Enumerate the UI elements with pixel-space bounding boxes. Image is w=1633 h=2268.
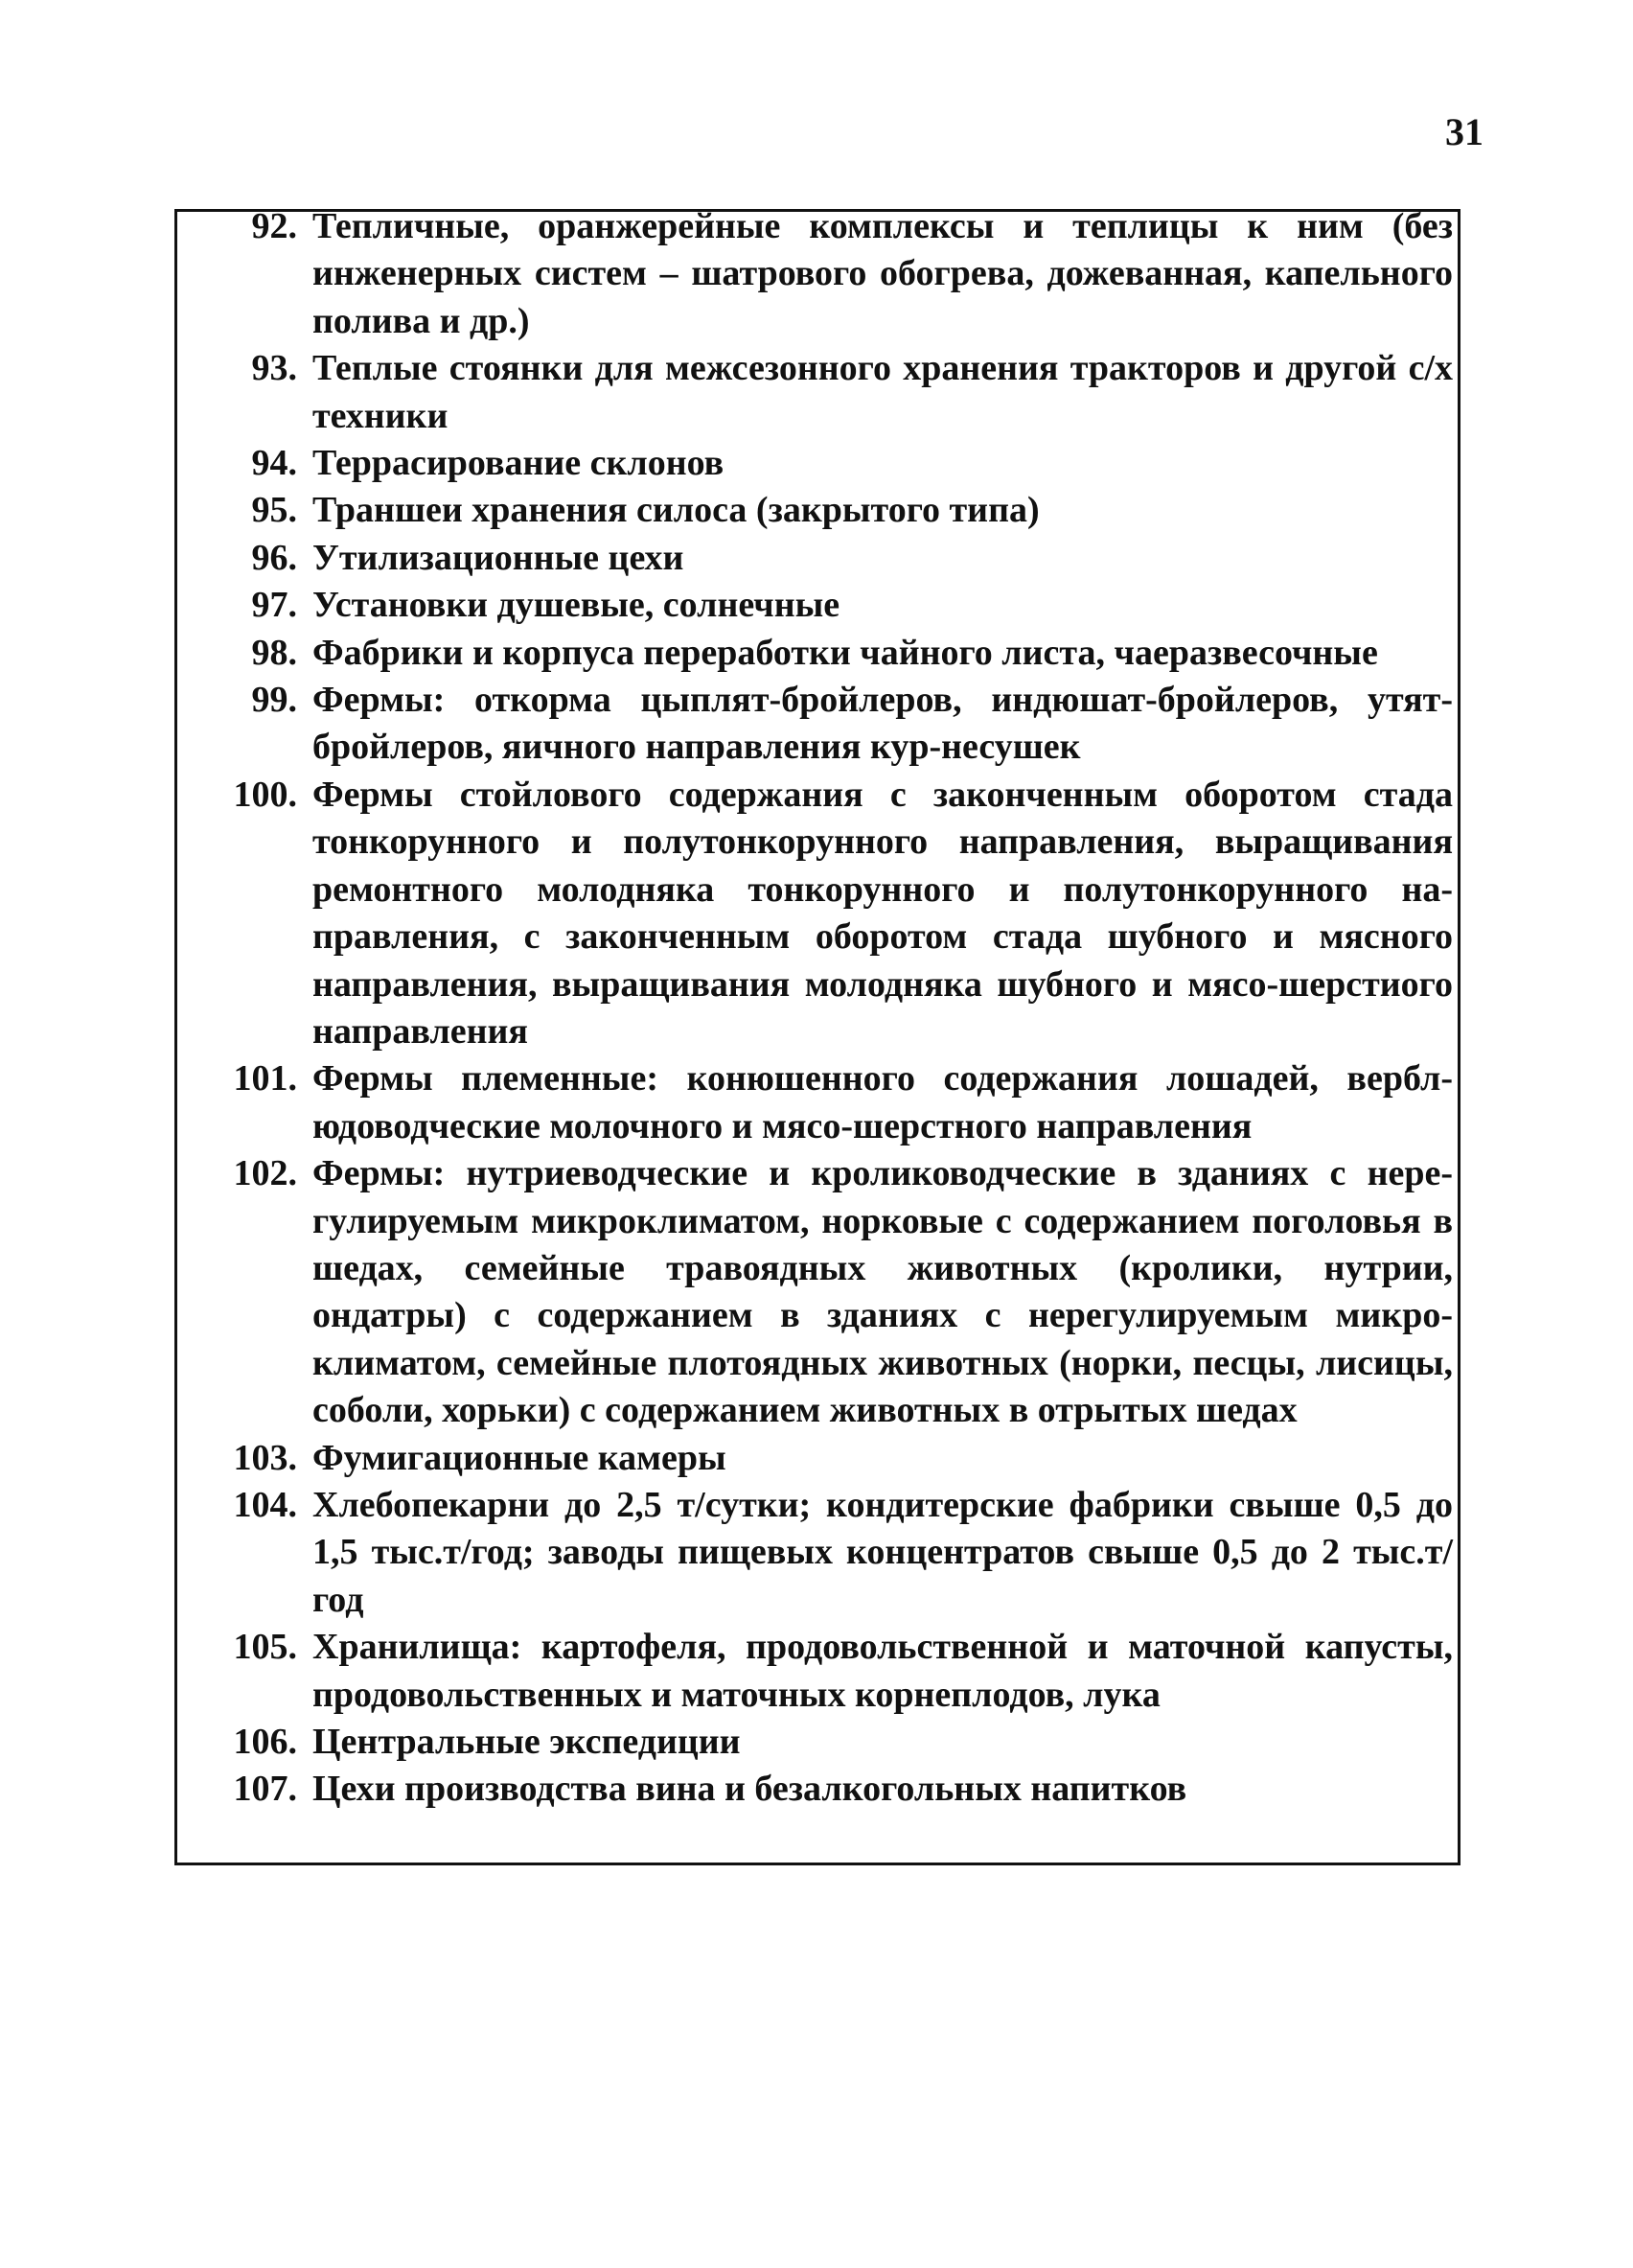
item-number: 105. xyxy=(233,1627,297,1668)
list-item xyxy=(201,487,1453,534)
list-item xyxy=(201,535,1453,582)
list-item xyxy=(201,772,1453,1055)
item-number: 102. xyxy=(233,1153,297,1194)
item-text: Цехи производства вина и безалкогольных напитков xyxy=(312,1769,1187,1810)
item-number: 96. xyxy=(251,537,297,578)
item-text: Террасирование склонов xyxy=(312,443,724,484)
item-number: 94. xyxy=(251,443,297,484)
item-number: 99. xyxy=(251,680,297,721)
facility-list xyxy=(201,203,1453,1814)
item-number: 92. xyxy=(251,206,297,246)
item-text: Фермы: откорма цыплят-бройлеров, индюшат-бройлеров, утят-бройлеров, яичного направления кур-несушек xyxy=(312,680,1453,768)
item-text: Фермы: нутриеводческие и кролиководческие в зданиях с нерегулируемым микроклиматом, норковые с содержанием поголовья в шедах, семейные травоядных животных (кролики, нутрии, ондатры) с содержанием в зданиях с нерегулируемым микроклиматом, семейные плотоядных животных (норки, песцы, лисицы, соболи, хорьки) с содержанием животных в отрытых шедах xyxy=(312,1153,1453,1431)
list-item xyxy=(201,203,1453,345)
item-text: Тепличные, оранжерейные комплексы и теплицы к ним (без инженерных систем – шатрового обогрева, дожеванная, капельного полива и др.) xyxy=(312,206,1453,341)
list-item xyxy=(201,630,1453,677)
item-text: Хлебопекарни до 2,5 т/сутки; кондитерские фабрики свыше 0,5 до 1,5 тыс.т/год; заводы пищевых концентратов свыше 0,5 до 2 тыс.т/год xyxy=(312,1484,1453,1620)
item-text: Установки душевые, солнечные xyxy=(312,585,840,626)
item-text: Фабрики и корпуса переработки чайного листа, чаеразвесочные xyxy=(312,632,1378,673)
item-text: Фермы племенные: конюшенного содержания лошадей, верблюдоводческие молочного и мясо-шерстного направления xyxy=(312,1058,1453,1146)
item-number: 97. xyxy=(251,585,297,626)
item-number: 103. xyxy=(233,1437,297,1478)
item-text: Центральные экспедиции xyxy=(312,1722,741,1762)
list-item xyxy=(201,1624,1453,1719)
item-text: Теплые стоянки для межсезонного хранения тракторов и другой с/х техники xyxy=(312,348,1453,436)
item-text: Фермы стойлового содержания с законченным оборотом стада тонкорунного и полутонкорунного направления, выращивания ремонтного молодняка тонкорунного и полутонкорунного направления, с законченным оборотом стада шубного и мясного направления, выращивания молодняка шубного и мясо-шерстиого направления xyxy=(312,774,1453,1052)
list-item xyxy=(201,440,1453,487)
item-number: 106. xyxy=(233,1722,297,1762)
list-item xyxy=(201,677,1453,772)
list-item xyxy=(201,345,1453,440)
list-item xyxy=(201,1482,1453,1624)
list-item xyxy=(201,1055,1453,1150)
list-item xyxy=(201,1766,1453,1813)
item-text: Траншеи хранения силоса (закрытого типа) xyxy=(312,490,1040,531)
item-text: Хранилища: картофеля, продовольственной и маточной капусты, продовольственных и маточных корнеплодов, лука xyxy=(312,1627,1453,1715)
item-number: 101. xyxy=(233,1058,297,1099)
item-number: 95. xyxy=(251,490,297,531)
item-number: 107. xyxy=(233,1769,297,1810)
item-text: Фумигационные камеры xyxy=(312,1437,726,1478)
item-number: 93. xyxy=(251,348,297,389)
list-item xyxy=(201,1435,1453,1482)
item-number: 104. xyxy=(233,1484,297,1525)
page-number: 31 xyxy=(1445,110,1484,153)
list-item xyxy=(201,1150,1453,1434)
list-item xyxy=(201,582,1453,629)
list-item xyxy=(201,1719,1453,1766)
item-number: 100. xyxy=(233,774,297,815)
item-text: Утилизационные цехи xyxy=(312,537,684,578)
item-number: 98. xyxy=(251,632,297,673)
